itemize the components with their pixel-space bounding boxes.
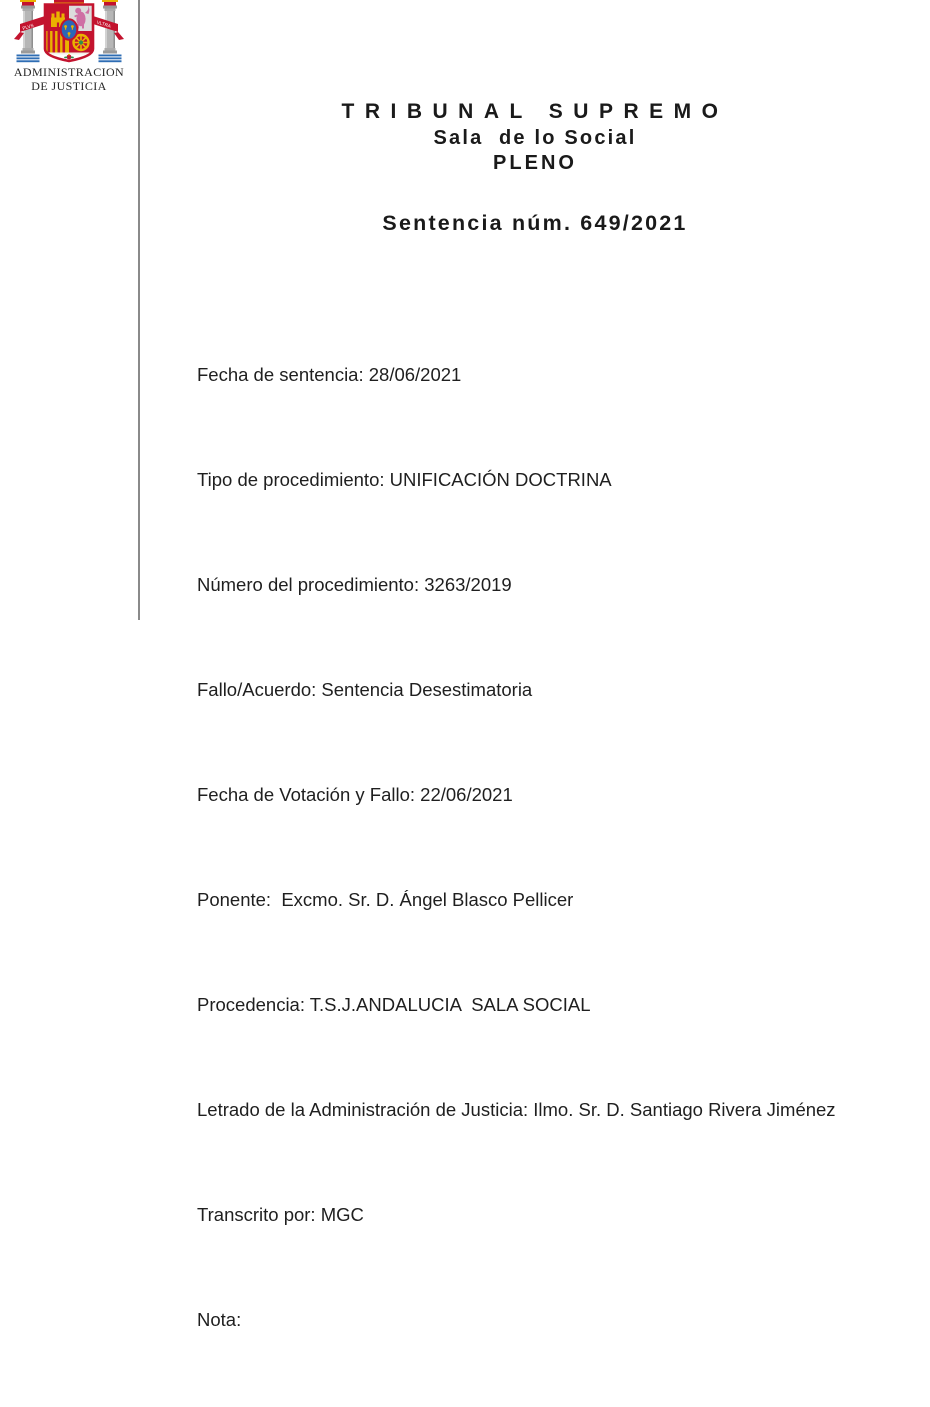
document-content <box>140 0 930 1330</box>
field-ponente: Ponente: Excmo. Sr. D. Ángel Blasco Pellicer <box>197 889 574 910</box>
org-name-line2: DE JUSTICIA <box>31 78 107 93</box>
court-title: TRIBUNAL SUPREMO <box>341 100 729 123</box>
field-nota: Nota: <box>197 1309 242 1330</box>
org-name-line1: ADMINISTRACION <box>13 65 125 79</box>
metadata-block <box>197 287 917 1407</box>
field-letrado: Letrado de la Administración de Justicia: Ilmo. Sr. D. Santiago Rivera Jiménez <box>197 1099 836 1120</box>
left-margin-column <box>0 0 138 620</box>
org-name <box>0 66 138 93</box>
field-transcrito-por: Transcrito por: MGC <box>197 1204 364 1225</box>
coat-of-arms-svg <box>0 0 138 65</box>
sentence-number-title: Sentencia núm. 649/2021 <box>382 211 688 235</box>
field-fecha-sentencia: Fecha de sentencia: 28/06/2021 <box>197 364 462 385</box>
field-fecha-votacion: Fecha de Votación y Fallo: 22/06/2021 <box>197 784 513 805</box>
motto-ultra-label: VLTRA <box>96 19 112 29</box>
chamber-title: Sala de lo Social <box>433 127 637 149</box>
session-title: PLENO <box>493 152 577 174</box>
field-numero-procedimiento: Número del procedimiento: 3263/2019 <box>197 574 512 595</box>
field-fallo-acuerdo: Fallo/Acuerdo: Sentencia Desestimatoria <box>197 679 533 700</box>
field-procedencia: Procedencia: T.S.J.ANDALUCIA SALA SOCIAL <box>197 994 591 1015</box>
coat-of-arms-spain-icon <box>0 0 138 65</box>
field-tipo-procedimiento: Tipo de procedimiento: UNIFICACIÓN DOCTRINA <box>197 469 612 490</box>
motto-plus-label: PLVS <box>21 22 35 31</box>
